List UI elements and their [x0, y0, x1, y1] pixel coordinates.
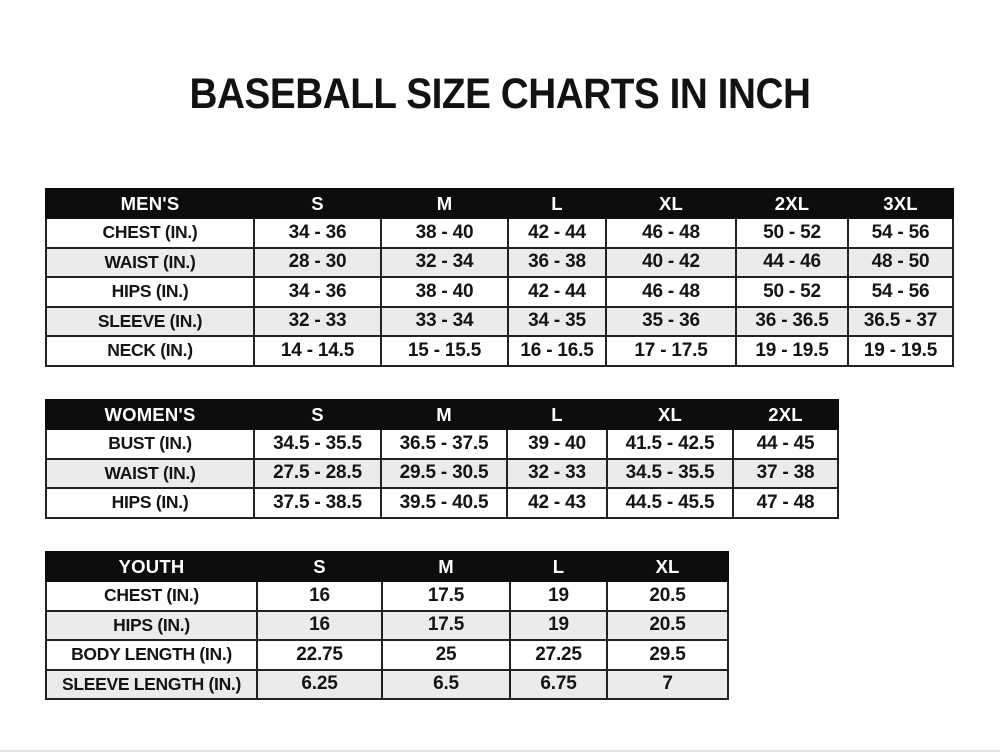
size-value-cell: 48 - 50 [848, 248, 953, 278]
size-value-cell: 19 - 19.5 [848, 336, 953, 366]
table-title-cell: WOMEN'S [46, 400, 254, 429]
size-value-cell: 19 [510, 581, 607, 611]
row-label-cell: BUST (IN.) [46, 429, 254, 459]
size-value-cell: 19 [510, 611, 607, 641]
size-value-cell: 6.5 [382, 670, 510, 700]
column-header-cell: M [381, 189, 508, 218]
table-row [46, 218, 953, 248]
row-label-cell: WAIST (IN.) [46, 459, 254, 489]
size-value-cell: 34 - 35 [508, 307, 606, 337]
column-header-cell: 3XL [848, 189, 953, 218]
page-title: BASEBALL SIZE CHARTS IN INCH [189, 70, 811, 118]
size-value-cell: 42 - 44 [508, 218, 606, 248]
table-row [46, 670, 728, 700]
table-row [46, 611, 728, 641]
size-value-cell: 37 - 38 [733, 459, 838, 489]
size-value-cell: 36 - 36.5 [736, 307, 848, 337]
size-value-cell: 38 - 40 [381, 218, 508, 248]
size-value-cell: 32 - 34 [381, 248, 508, 278]
column-header-cell: XL [607, 552, 728, 581]
size-value-cell: 54 - 56 [848, 218, 953, 248]
column-header-cell: 2XL [733, 400, 838, 429]
table-row [46, 248, 953, 278]
size-value-cell: 17.5 [382, 611, 510, 641]
size-value-cell: 22.75 [257, 640, 382, 670]
row-label-cell: CHEST (IN.) [46, 218, 254, 248]
row-label-cell: WAIST (IN.) [46, 248, 254, 278]
table-row [46, 277, 953, 307]
row-label-cell: SLEEVE LENGTH (IN.) [46, 670, 257, 700]
size-value-cell: 50 - 52 [736, 218, 848, 248]
size-table-youth [45, 551, 729, 700]
column-header-cell: S [254, 189, 381, 218]
size-value-cell: 37.5 - 38.5 [254, 488, 381, 518]
header-row [46, 189, 953, 218]
size-value-cell: 34 - 36 [254, 218, 381, 248]
size-value-cell: 32 - 33 [507, 459, 607, 489]
size-value-cell: 17.5 [382, 581, 510, 611]
size-value-cell: 44 - 45 [733, 429, 838, 459]
column-header-cell: S [254, 400, 381, 429]
size-value-cell: 14 - 14.5 [254, 336, 381, 366]
size-value-cell: 46 - 48 [606, 218, 736, 248]
table-row [46, 429, 838, 459]
header-row [46, 400, 838, 429]
size-value-cell: 25 [382, 640, 510, 670]
size-value-cell: 34 - 36 [254, 277, 381, 307]
size-value-cell: 42 - 44 [508, 277, 606, 307]
column-header-cell: XL [607, 400, 733, 429]
column-header-cell: L [507, 400, 607, 429]
row-label-cell: CHEST (IN.) [46, 581, 257, 611]
size-value-cell: 29.5 [607, 640, 728, 670]
column-header-cell: L [508, 189, 606, 218]
size-value-cell: 27.5 - 28.5 [254, 459, 381, 489]
column-header-cell: XL [606, 189, 736, 218]
size-value-cell: 27.25 [510, 640, 607, 670]
row-label-cell: NECK (IN.) [46, 336, 254, 366]
row-label-cell: HIPS (IN.) [46, 277, 254, 307]
size-value-cell: 20.5 [607, 611, 728, 641]
size-value-cell: 54 - 56 [848, 277, 953, 307]
size-value-cell: 15 - 15.5 [381, 336, 508, 366]
table-row [46, 640, 728, 670]
size-value-cell: 19 - 19.5 [736, 336, 848, 366]
row-label-cell: BODY LENGTH (IN.) [46, 640, 257, 670]
size-table-womens [45, 399, 839, 519]
column-header-cell: 2XL [736, 189, 848, 218]
table-row [46, 336, 953, 366]
size-value-cell: 36 - 38 [508, 248, 606, 278]
size-value-cell: 36.5 - 37.5 [381, 429, 507, 459]
size-value-cell: 39.5 - 40.5 [381, 488, 507, 518]
row-label-cell: HIPS (IN.) [46, 488, 254, 518]
size-value-cell: 39 - 40 [507, 429, 607, 459]
column-header-cell: M [381, 400, 507, 429]
size-value-cell: 44.5 - 45.5 [607, 488, 733, 518]
column-header-cell: M [382, 552, 510, 581]
column-header-cell: S [257, 552, 382, 581]
size-value-cell: 38 - 40 [381, 277, 508, 307]
size-value-cell: 42 - 43 [507, 488, 607, 518]
size-table-mens [45, 188, 954, 367]
size-value-cell: 47 - 48 [733, 488, 838, 518]
size-value-cell: 6.75 [510, 670, 607, 700]
size-value-cell: 34.5 - 35.5 [254, 429, 381, 459]
size-value-cell: 50 - 52 [736, 277, 848, 307]
size-value-cell: 35 - 36 [606, 307, 736, 337]
table-title-cell: MEN'S [46, 189, 254, 218]
size-value-cell: 36.5 - 37 [848, 307, 953, 337]
table-row [46, 488, 838, 518]
size-value-cell: 34.5 - 35.5 [607, 459, 733, 489]
row-label-cell: SLEEVE (IN.) [46, 307, 254, 337]
size-value-cell: 20.5 [607, 581, 728, 611]
column-header-cell: L [510, 552, 607, 581]
size-value-cell: 46 - 48 [606, 277, 736, 307]
table-row [46, 459, 838, 489]
size-value-cell: 17 - 17.5 [606, 336, 736, 366]
table-row [46, 581, 728, 611]
row-label-cell: HIPS (IN.) [46, 611, 257, 641]
size-value-cell: 16 - 16.5 [508, 336, 606, 366]
size-value-cell: 44 - 46 [736, 248, 848, 278]
size-value-cell: 16 [257, 581, 382, 611]
table-title-cell: YOUTH [46, 552, 257, 581]
table-row [46, 307, 953, 337]
header-row [46, 552, 728, 581]
size-value-cell: 33 - 34 [381, 307, 508, 337]
size-value-cell: 6.25 [257, 670, 382, 700]
size-value-cell: 29.5 - 30.5 [381, 459, 507, 489]
size-value-cell: 28 - 30 [254, 248, 381, 278]
size-value-cell: 32 - 33 [254, 307, 381, 337]
size-value-cell: 41.5 - 42.5 [607, 429, 733, 459]
size-value-cell: 16 [257, 611, 382, 641]
size-value-cell: 40 - 42 [606, 248, 736, 278]
size-value-cell: 7 [607, 670, 728, 700]
